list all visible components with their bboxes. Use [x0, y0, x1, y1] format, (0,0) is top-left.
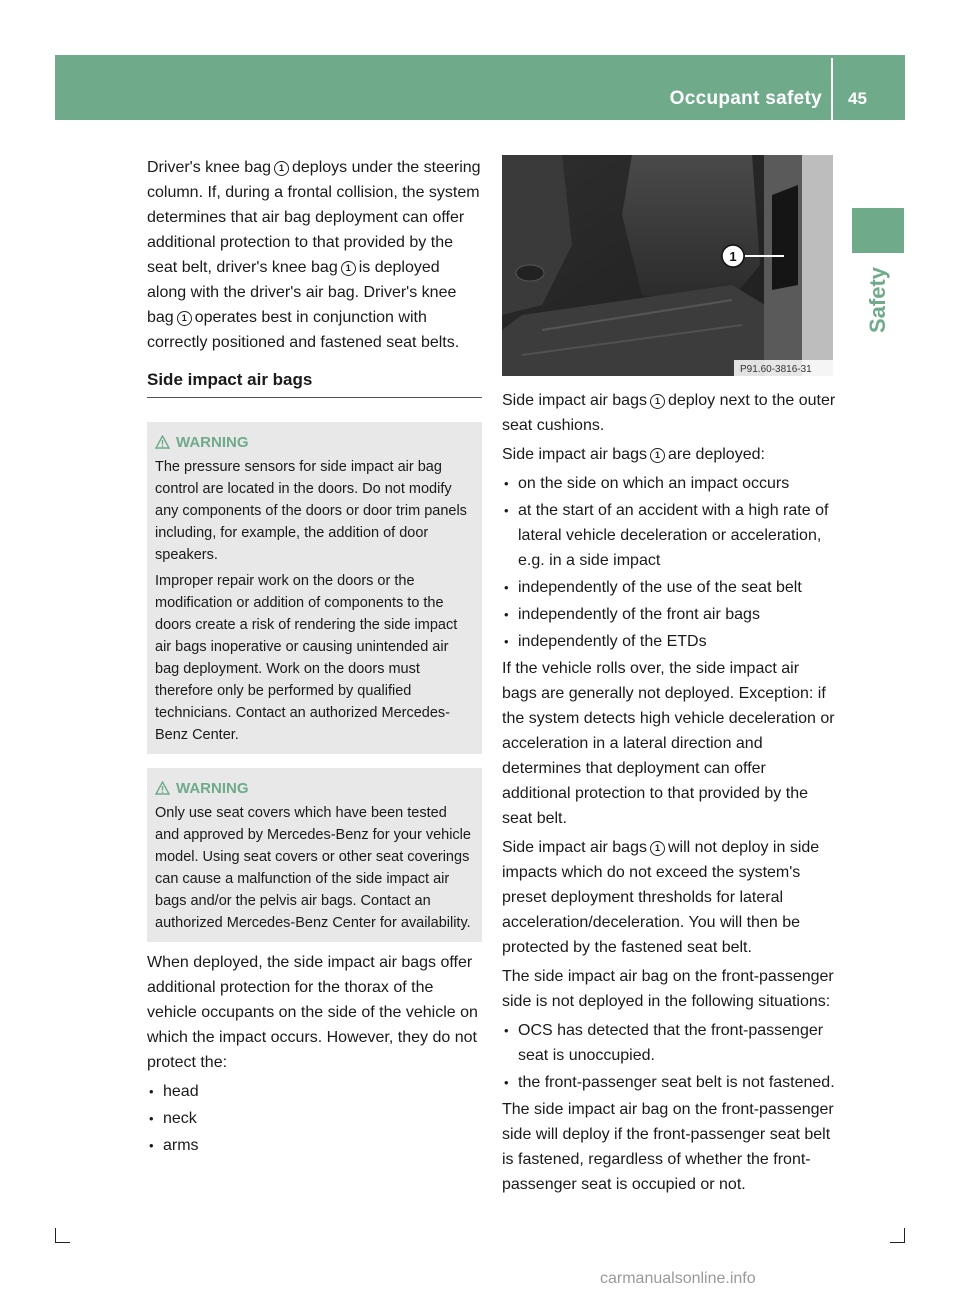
photo-callout: 1 — [729, 249, 737, 264]
warning-triangle-icon — [155, 435, 170, 449]
paragraph: The side impact air bag on the front-passenger side will deploy if the front-passenger seat belt is fastened, regardless of whether the front-passenger seat is occupied or not. — [502, 1101, 834, 1193]
paragraph: Side impact air bags 1 will not deploy in side impacts which do not exceed the system's preset deployment thresholds for lateral acceleration/deceleration. You will then be protected by the fastened seat belt. — [502, 839, 820, 956]
warning-text: Only use seat covers which have been tested and approved by Mercedes-Benz for your vehicle model. Using seat covers or other seat coverings can cause a malfunction of the side impact air bags and/or the pelvis air bags. Contact an authorized Mercedes-Benz Center for availability. — [155, 805, 471, 931]
warning-heading: WARNING — [155, 778, 474, 800]
callout-1-icon: 1 — [177, 311, 192, 326]
section-heading: Side impact air bags — [147, 367, 482, 398]
page-header-title: Occupant safety — [669, 88, 822, 109]
not-deployed-list — [502, 1018, 837, 1095]
warning-text: The pressure sensors for side impact air bag control are located in the doors. Do not modify any components of the doors or door trim panels including, for example, the addition of door speakers. — [155, 459, 467, 563]
page-number: 45 — [848, 89, 867, 108]
callout-1-icon: 1 — [650, 841, 665, 856]
list-item: • on the side on which an impact occurs — [502, 471, 837, 496]
list-item: • independently of the ETDs — [502, 629, 837, 654]
section-tab — [852, 208, 904, 253]
callout-1-icon: 1 — [650, 448, 665, 463]
not-protected-list — [147, 1079, 482, 1158]
paragraph: Side impact air bags 1 deploy next to the outer seat cushions. — [502, 392, 836, 434]
warning-triangle-icon — [155, 781, 170, 795]
list-item: • independently of the use of the seat belt — [502, 575, 837, 600]
photo-code: P91.60-3816-31 — [740, 364, 812, 375]
left-column — [147, 155, 482, 1160]
callout-1-icon: 1 — [274, 161, 289, 176]
deploy-conditions-list — [502, 471, 837, 654]
watermark: carmanualsonline.info — [600, 1270, 756, 1287]
warning-text: Improper repair work on the doors or the modification or addition of components to the doors create a risk of rendering the side impact air bags inoperative or causing unintended air bag deployment. Work on the doors must therefore only be performed by qualified technicians. Contact an authorized Mercedes-Benz Center. — [155, 573, 458, 743]
seat-airbag-photo — [502, 155, 833, 376]
list-item: • independently of the front air bags — [502, 602, 837, 627]
warning-heading: WARNING — [155, 432, 474, 454]
list-item: • arms — [147, 1133, 482, 1158]
list-item: • head — [147, 1079, 482, 1104]
crop-mark — [55, 1228, 70, 1243]
knee-bag-paragraph: Driver's knee bag 1 deploys under the steering column. If, during a frontal collision, the system determines that air bag deployment can offer additional protection to that provided by the seat belt, driver's knee bag 1 is deployed along with the driver's air bag. Driver's knee bag 1 operates best in conjunction with correctly positioned and fastened seat belts. — [147, 159, 481, 351]
right-column — [502, 388, 837, 1197]
list-item: • neck — [147, 1106, 482, 1131]
paragraph: If the vehicle rolls over, the side impact air bags are generally not deployed. Exception: if the system detects high vehicle deceleration or acceleration in a lateral direction and determines that deployment can offer additional protection to that provided by the seat belt. — [502, 660, 835, 827]
warning-box — [147, 768, 482, 942]
deployed-paragraph: When deployed, the side impact air bags offer additional protection for the thorax of the vehicle occupants on the side of the vehicle on which the impact occurs. However, they do not protect the: — [147, 954, 478, 1071]
callout-1-icon: 1 — [650, 394, 665, 409]
warning-box — [147, 422, 482, 754]
header-divider — [831, 58, 833, 120]
list-item: • at the start of an accident with a high rate of lateral vehicle deceleration or acceleration, e.g. in a side impact — [502, 498, 837, 573]
list-item: • OCS has detected that the front-passenger seat is unoccupied. — [502, 1018, 837, 1068]
list-item: • the front-passenger seat belt is not fastened. — [502, 1070, 837, 1095]
paragraph: The side impact air bag on the front-passenger side is not deployed in the following situations: — [502, 968, 834, 1010]
section-tab-label: Safety — [865, 266, 890, 334]
crop-mark — [890, 1228, 905, 1243]
paragraph: Side impact air bags 1 are deployed: — [502, 446, 765, 463]
callout-1-icon: 1 — [341, 261, 356, 276]
